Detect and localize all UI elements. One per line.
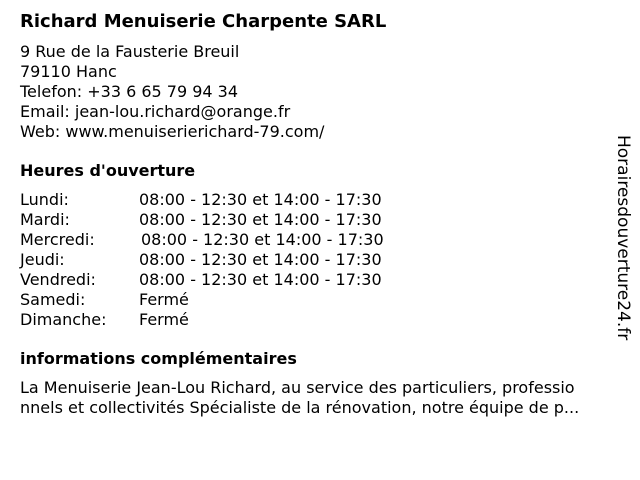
hours-row-wednesday	[20, 230, 620, 250]
business-name: Richard Menuiserie Charpente SARL	[20, 11, 387, 32]
day-label: Samedi:	[20, 290, 86, 309]
day-hours: 08:00 - 12:30 et 14:00 - 17:30	[139, 190, 382, 209]
postal-city: 79110 Hanc	[20, 62, 117, 81]
day-label: Mercredi:	[20, 230, 95, 249]
day-label: Vendredi:	[20, 270, 96, 289]
day-label: Lundi:	[20, 190, 69, 209]
web-line: Web: www.menuiserierichard-79.com/	[20, 122, 325, 141]
phone-line: Telefon: +33 6 65 79 94 34	[20, 82, 239, 101]
business-card	[20, 10, 620, 418]
additional-info-text	[20, 378, 626, 418]
hours-row-saturday	[20, 290, 620, 310]
day-hours: 08:00 - 12:30 et 14:00 - 17:30	[139, 210, 382, 229]
info-line-2: nnels et collectivités Spécialiste de la rénovation, notre équipe de p...	[20, 398, 580, 417]
hours-row-tuesday	[20, 210, 620, 230]
site-watermark: Horairesdouverture24.fr	[613, 135, 633, 341]
day-hours: Fermé	[139, 310, 189, 329]
hours-row-friday	[20, 270, 620, 290]
day-label: Mardi:	[20, 210, 70, 229]
day-hours: 08:00 - 12:30 et 14:00 - 17:30	[139, 270, 382, 289]
day-label: Dimanche:	[20, 310, 107, 329]
info-line-1: La Menuiserie Jean-Lou Richard, au service des particuliers, professio	[20, 378, 575, 397]
contact-block	[20, 42, 620, 142]
day-hours: Fermé	[139, 290, 189, 309]
day-hours: 08:00 - 12:30 et 14:00 - 17:30	[141, 230, 384, 249]
hours-row-thursday	[20, 250, 620, 270]
day-hours: 08:00 - 12:30 et 14:00 - 17:30	[139, 250, 382, 269]
street-address: 9 Rue de la Fausterie Breuil	[20, 42, 240, 61]
additional-info-heading: informations complémentaires	[20, 349, 297, 368]
day-label: Jeudi:	[20, 250, 65, 269]
hours-row-monday	[20, 190, 620, 210]
email-line: Email: jean-lou.richard@orange.fr	[20, 102, 291, 121]
opening-hours-heading: Heures d'ouverture	[20, 161, 196, 180]
opening-hours-table	[20, 190, 620, 330]
hours-row-sunday	[20, 310, 620, 330]
